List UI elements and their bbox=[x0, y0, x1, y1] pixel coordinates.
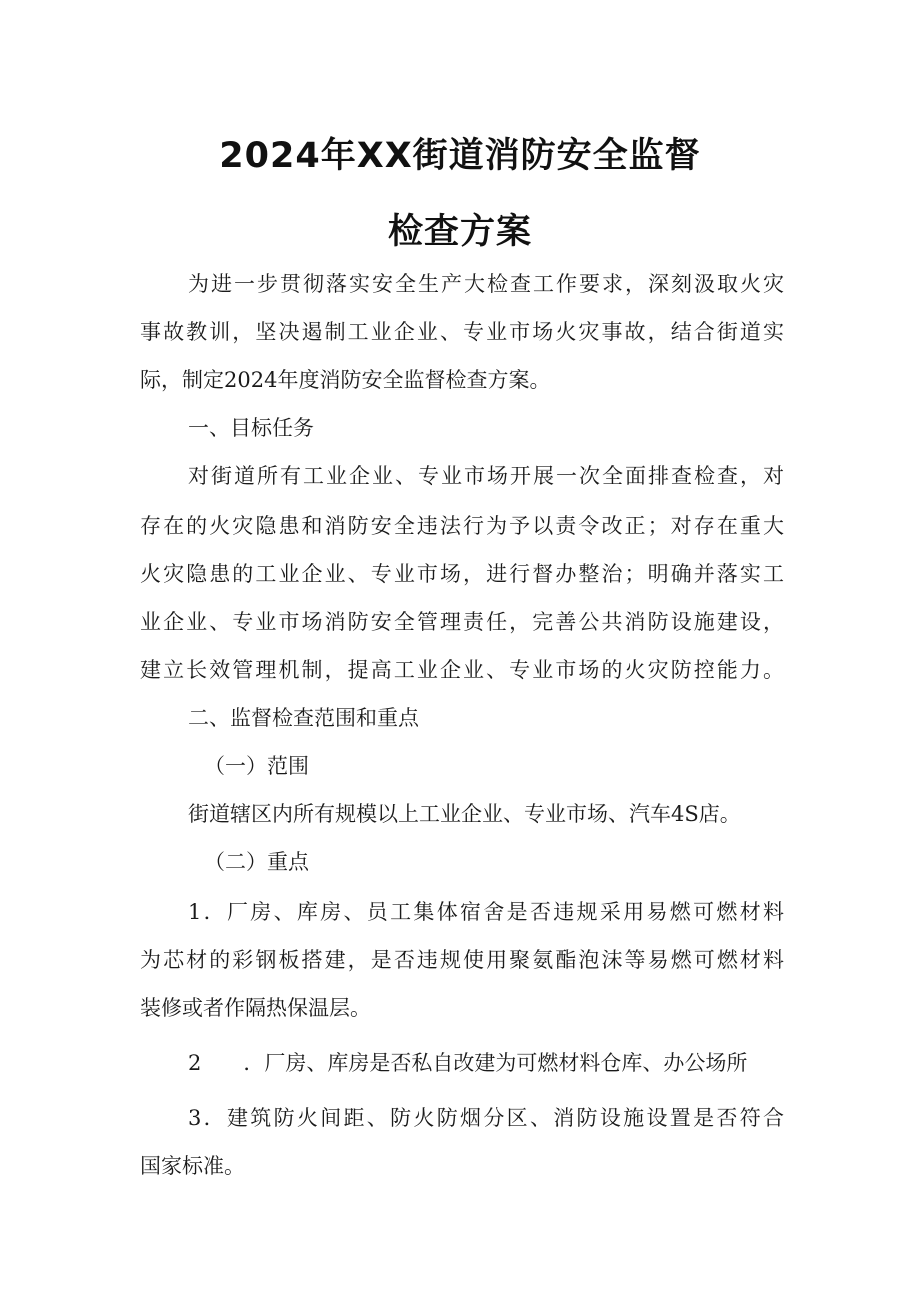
intro-paragraph-line-1: 为进一步贯彻落实安全生产大检查工作要求，深刻汲取火灾 bbox=[188, 272, 784, 296]
section-heading-goals: 一、目标任务 bbox=[188, 416, 314, 440]
goals-paragraph-line-1: 对街道所有工业企业、专业市场开展一次全面排查检查，对 bbox=[188, 464, 784, 488]
focus-item-1-line-3: 装修或者作隔热保温层。 bbox=[140, 996, 371, 1020]
focus-item-2: 2 ．厂房、库房是否私自改建为可燃材料仓库、办公场所 bbox=[188, 1051, 748, 1075]
scope-paragraph: 街道辖区内所有规模以上工业企业、专业市场、汽车4S店。 bbox=[188, 802, 741, 826]
intro-paragraph-line-2: 事故教训，坚决遏制工业企业、专业市场火灾事故，结合街道实 bbox=[140, 320, 784, 344]
focus-item-3-line-1: 3．建筑防火间距、防火防烟分区、消防设施设置是否符合 bbox=[188, 1106, 784, 1130]
subheading-focus: （二）重点 bbox=[204, 850, 309, 874]
focus-item-1-line-1: 1．厂房、库房、员工集体宿舍是否违规采用易燃可燃材料 bbox=[188, 900, 784, 924]
goals-paragraph-line-2: 存在的火灾隐患和消防安全违法行为予以责令改正；对存在重大 bbox=[140, 514, 784, 538]
goals-paragraph-line-4: 业企业、专业市场消防安全管理责任，完善公共消防设施建设， bbox=[140, 610, 784, 634]
focus-item-1-line-2: 为芯材的彩钢板搭建，是否违规使用聚氨酯泡沫等易燃可燃材料 bbox=[140, 948, 784, 972]
section-heading-scope: 二、监督检查范围和重点 bbox=[188, 706, 419, 730]
goals-paragraph-line-5: 建立长效管理机制，提高工业企业、专业市场的火灾防控能力。 bbox=[140, 658, 784, 682]
goals-paragraph-line-3: 火灾隐患的工业企业、专业市场，进行督办整治；明确并落实工 bbox=[140, 562, 784, 586]
focus-item-3-line-2: 国家标准。 bbox=[140, 1154, 245, 1178]
document-title-line-1: 2024年XX街道消防安全监督 bbox=[219, 136, 701, 176]
intro-paragraph-line-3: 际，制定2024年度消防安全监督检查方案。 bbox=[140, 368, 551, 392]
subheading-scope: （一）范围 bbox=[204, 754, 309, 778]
document-title-line-2: 检查方案 bbox=[387, 212, 532, 252]
